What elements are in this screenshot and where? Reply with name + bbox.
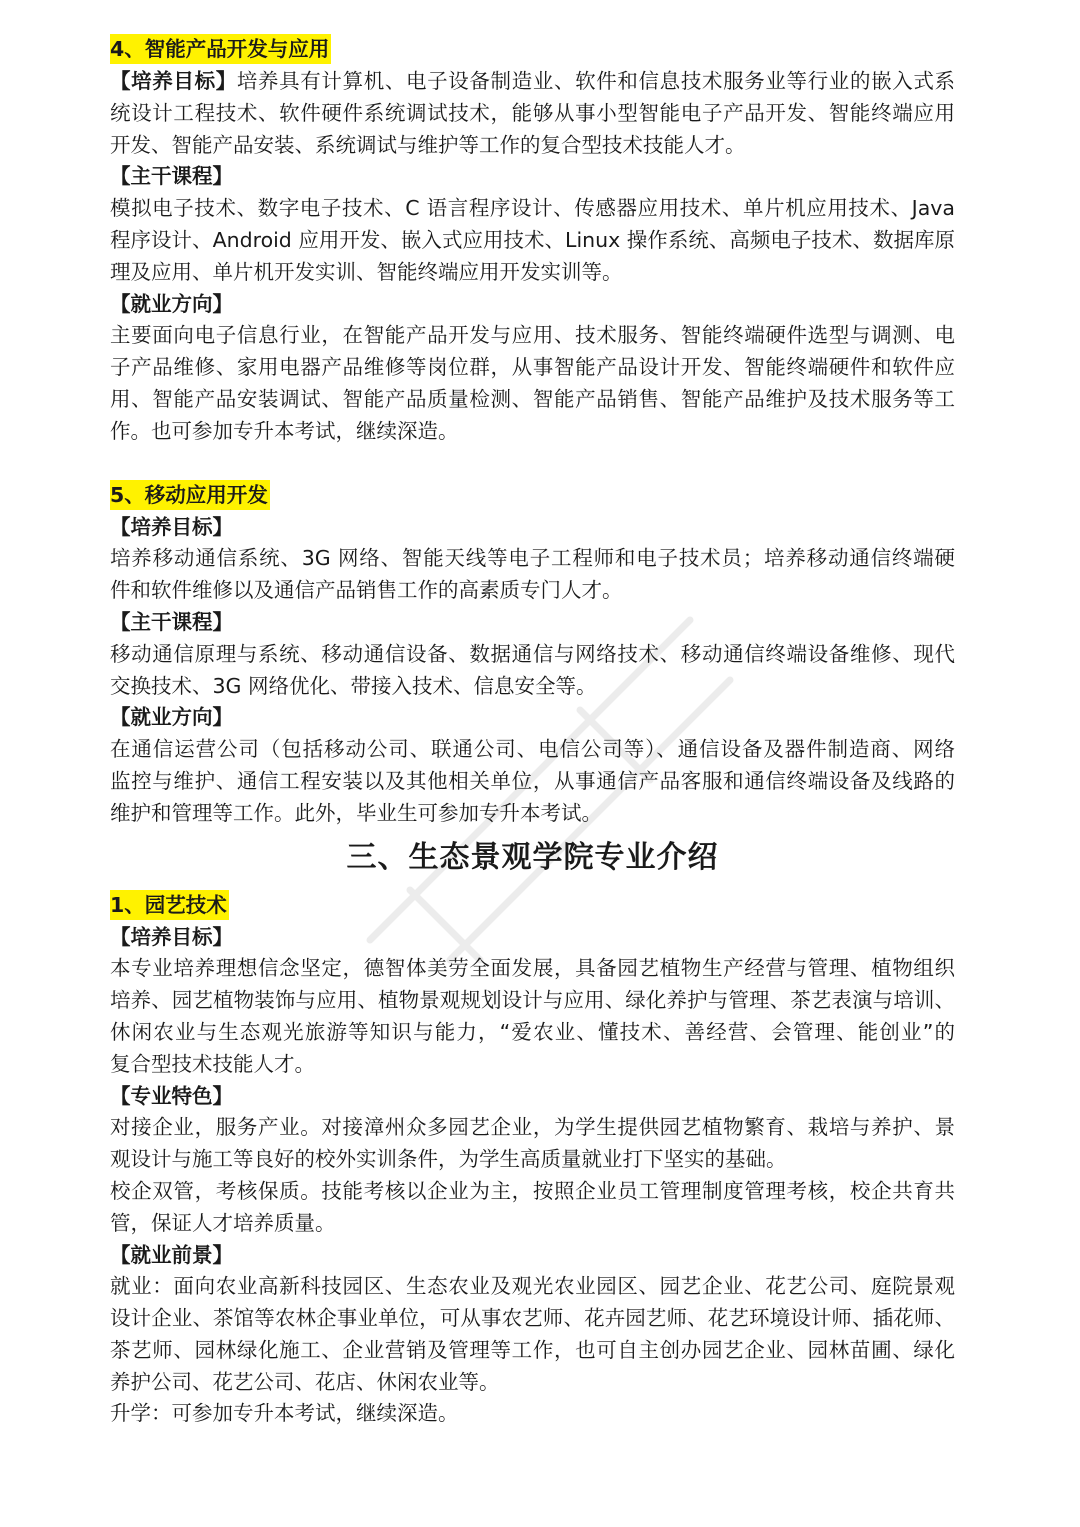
sec1-goal-label: 【培养目标】 bbox=[110, 924, 233, 949]
section-1-heading-row bbox=[110, 888, 955, 922]
sec4-courses-label: 【主干课程】 bbox=[110, 164, 233, 189]
sec5-goal-line-1: 培养移动通信系统、3G 网络、智能天线等电子工程师和电子技术员；培养移动通信终端硬 bbox=[110, 546, 955, 571]
sec1-feature-line-1: 对接企业，服务产业。对接漳州众多园艺企业，为学生提供园艺植物繁育、栽培与养护、景 bbox=[110, 1115, 955, 1140]
section-title: 三、生态景观学院专业介绍 bbox=[346, 839, 719, 875]
sec1-goal-line-1: 本专业培养理想信念坚定，德智体美劳全面发展，具备园艺植物生产经营与管理、植物组织 bbox=[110, 956, 955, 981]
sec5-goal-line-2: 件和软件维修以及通信产品销售工作的高素质专门人才。 bbox=[110, 578, 623, 603]
sec4-goal-line-3: 开发、智能产品安装、系统调试与维护等工作的复合型技术技能人才。 bbox=[110, 132, 746, 157]
sec4-jobs-label: 【就业方向】 bbox=[110, 291, 233, 316]
document-page bbox=[110, 32, 955, 1430]
section-1-heading: 1、园艺技术 bbox=[110, 890, 229, 920]
sec1-further-line: 升学：可参加专升本考试，继续深造。 bbox=[110, 1401, 459, 1426]
sec1-goal-line-3: 休闲农业与生态观光旅游等知识与能力，“爱农业、懂技术、善经营、会管理、能创业”的 bbox=[110, 1019, 955, 1044]
sec5-courses-line-2: 交换技术、3G 网络优化、带接入技术、信息安全等。 bbox=[110, 673, 597, 698]
sec5-jobs-line-3: 维护和管理等工作。此外，毕业生可参加专升本考试。 bbox=[110, 800, 602, 825]
sec4-goal-line-2: 统设计工程技术、软件硬件系统调试技术，能够从事小型智能电子产品开发、智能终端应用 bbox=[110, 100, 955, 125]
sec5-jobs-label: 【就业方向】 bbox=[110, 705, 233, 730]
sec1-goal-line-2: 培养、园艺植物装饰与应用、植物景观规划设计与应用、绿化养护与管理、茶艺表演与培训、 bbox=[110, 988, 955, 1013]
sec4-jobs-line-2: 子产品维修、家用电器产品维修等岗位群，从事智能产品设计开发、智能终端硬件和软件应 bbox=[110, 355, 955, 380]
sec1-feature-label: 【专业特色】 bbox=[110, 1083, 233, 1108]
sec1-prospect-line-4: 养护公司、花艺公司、花店、休闲农业等。 bbox=[110, 1369, 500, 1394]
sec4-goal-line-1 bbox=[110, 66, 955, 98]
sec4-jobs-line-4: 作。也可参加专升本考试，继续深造。 bbox=[110, 418, 459, 443]
sec1-feature-line-4: 管，保证人才培养质量。 bbox=[110, 1210, 336, 1235]
sec4-courses-line-3: 理及应用、单片机开发实训、智能终端应用开发实训等。 bbox=[110, 259, 623, 284]
sec4-goal-label: 【培养目标】 bbox=[110, 69, 237, 93]
sec4-courses-line-2: 程序设计、Android 应用开发、嵌入式应用技术、Linux 操作系统、高频电子技术、数据库原 bbox=[110, 227, 955, 252]
sec4-jobs-line-3: 用、智能产品安装调试、智能产品质量检测、智能产品销售、智能产品维护及技术服务等工 bbox=[110, 386, 955, 411]
spacer bbox=[110, 448, 955, 478]
section-4-heading-row bbox=[110, 32, 955, 66]
sec1-goal-line-4: 复合型技术技能人才。 bbox=[110, 1051, 315, 1076]
sec5-courses-line-1: 移动通信原理与系统、移动通信设备、数据通信与网络技术、移动通信终端设备维修、现代 bbox=[110, 641, 955, 666]
sec1-prospect-line-2: 设计企业、茶馆等农林企事业单位，可从事农艺师、花卉园艺师、花艺环境设计师、插花师、 bbox=[110, 1306, 955, 1331]
section-5-heading-row bbox=[110, 478, 955, 512]
sec1-feature-line-3: 校企双管，考核保质。技能考核以企业为主，按照企业员工管理制度管理考核，校企共育共 bbox=[110, 1178, 955, 1203]
sec4-goal-text-1: 培养具有计算机、电子设备制造业、软件和信息技术服务业等行业的嵌入式系 bbox=[236, 69, 956, 93]
sec5-jobs-line-2: 监控与维护、通信工程安装以及其他相关单位，从事通信产品客服和通信终端设备及线路的 bbox=[110, 768, 955, 793]
sec1-feature-line-2: 观设计与施工等良好的校外实训条件，为学生高质量就业打下坚实的基础。 bbox=[110, 1147, 787, 1172]
sec1-prospect-label: 【就业前景】 bbox=[110, 1242, 233, 1267]
sec5-courses-label: 【主干课程】 bbox=[110, 609, 233, 634]
sec1-prospect-line-3: 茶艺师、园林绿化施工、企业营销及管理等工作，也可自主创办园艺企业、园林苗圃、绿化 bbox=[110, 1337, 955, 1362]
section-4-heading: 4、智能产品开发与应用 bbox=[110, 34, 331, 64]
section-5-heading: 5、移动应用开发 bbox=[110, 480, 270, 510]
sec4-courses-line-1: 模拟电子技术、数字电子技术、C 语言程序设计、传感器应用技术、单片机应用技术、Java bbox=[110, 196, 955, 221]
sec1-prospect-line-1: 就业：面向农业高新科技园区、生态农业及观光农业园区、园艺企业、花艺公司、庭院景观 bbox=[110, 1274, 955, 1299]
sec4-jobs-line-1: 主要面向电子信息行业，在智能产品开发与应用、技术服务、智能终端硬件选型与调测、电 bbox=[110, 323, 955, 348]
sec5-jobs-line-1: 在通信运营公司（包括移动公司、联通公司、电信公司等）、通信设备及器件制造商、网络 bbox=[110, 737, 955, 762]
sec5-goal-label: 【培养目标】 bbox=[110, 514, 233, 539]
